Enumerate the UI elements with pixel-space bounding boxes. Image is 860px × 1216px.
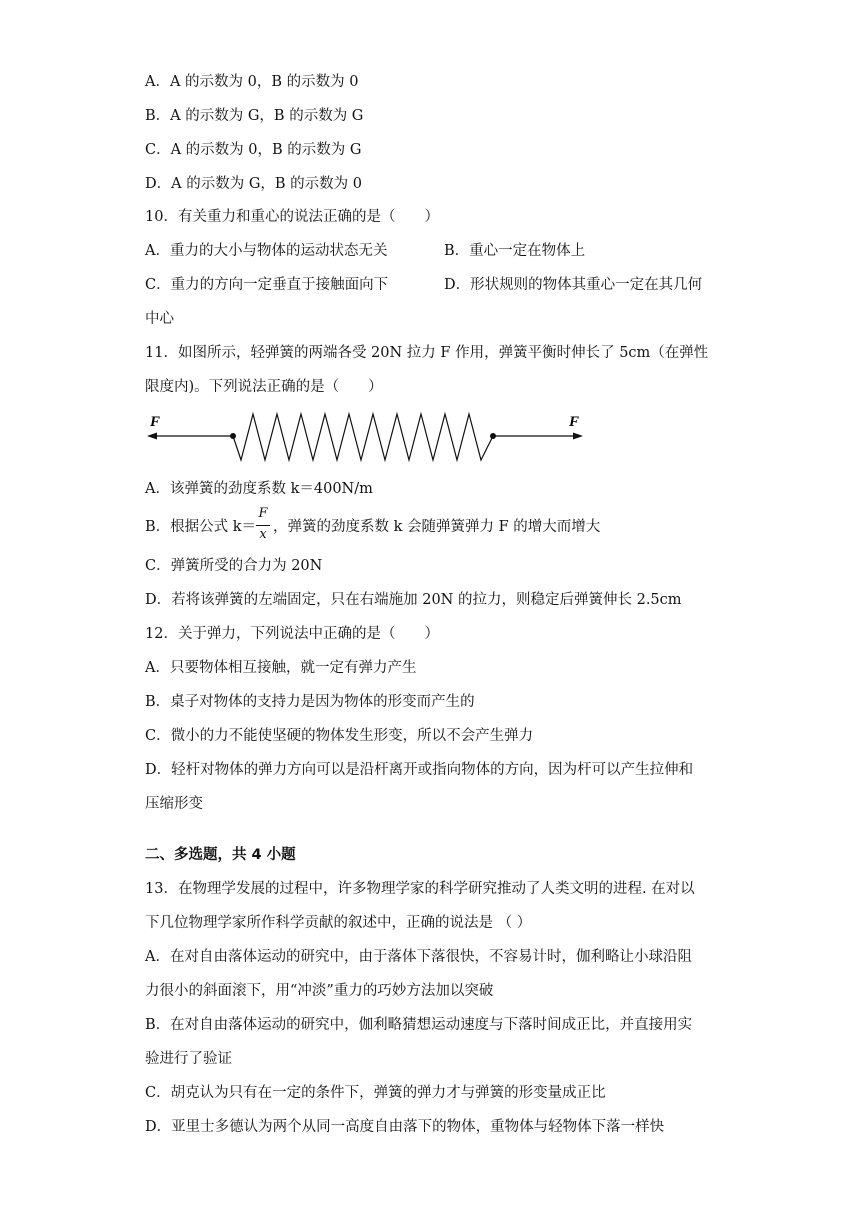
q13-stem-line2: 下几位物理学家所作科学贡献的叙述中，正确的说法是 （ ） [145,915,532,931]
right-force-arrowhead [573,433,583,440]
q10-stem: 10．有关重力和重心的说法正确的是（ ） [145,209,439,225]
spring-diagram [145,408,590,463]
q11-option-b-pre: B．根据公式 k＝ [145,519,257,535]
q11-option-a: A．该弹簧的劲度系数 k＝400N/m [145,481,373,497]
q11-option-d: D．若将该弹簧的左端固定，只在右端施加 20N 的拉力，则稳定后弹簧伸长 2.5cm [145,592,682,608]
q10-option-b: B．重心一定在物体上 [444,243,586,259]
q13-option-b-line1: B．在对自由落体运动的研究中，伽利略猜想运动速度与下落时间成正比，并直接用实 [145,1017,693,1033]
q13-option-b-line2: 验进行了验证 [145,1051,232,1067]
q10-option-c: C．重力的方向一定垂直于接触面向下 [145,277,389,293]
q13-option-a-line1: A．在对自由落体运动的研究中，由于落体下落很快，不容易计时，伽利略让小球沿阻 [145,949,692,965]
q12-option-d-line1: D．轻杆对物体的弹力方向可以是沿杆离开或指向物体的方向，因为杆可以产生拉伸和 [145,762,694,778]
q11-stem-line1: 11．如图所示，轻弹簧的两端各受 20N 拉力 F 作用，弹簧平衡时伸长了 5cm（在弹性 [145,345,709,361]
q9-option-c: C．A 的示数为 0，B 的示数为 G [145,142,362,158]
q13-stem-line1: 13．在物理学发展的过程中，许多物理学家的科学研究推动了人类文明的进程. 在对以 [145,881,695,897]
q12-option-c: C．微小的力不能使坚硬的物体发生形变，所以不会产生弹力 [145,728,534,744]
q10-option-d: D．形状规则的物体其重心一定在其几何 [444,277,703,293]
fraction-denominator: x [259,527,267,542]
q11-option-c: C．弹簧所受的合力为 20N [145,558,323,574]
q13-option-a-line2: 力很小的斜面滚下，用“冲淡”重力的巧妙方法加以突破 [145,983,494,999]
fraction-numerator: F [258,506,268,521]
fraction-bar [256,525,270,526]
q9-option-a: A．A 的示数为 0，B 的示数为 0 [145,74,359,90]
q12-option-d-line2: 压缩形变 [145,796,203,812]
q12-option-b: B．桌子对物体的支持力是因为物体的形变而产生的 [145,694,475,710]
q9-option-b: B．A 的示数为 G，B 的示数为 G [145,108,364,124]
left-force-arrowhead [147,433,157,440]
q13-option-c: C．胡克认为只有在一定的条件下，弹簧的弹力才与弹簧的形变量成正比 [145,1085,606,1101]
q11-stem-line2: 限度内)。下列说法正确的是（ ） [145,379,383,395]
left-force-label: F [150,414,161,430]
q10-option-d-cont: 中心 [145,311,174,327]
q12-option-a: A．只要物体相互接触，就一定有弹力产生 [145,660,417,676]
q12-stem: 12．关于弹力，下列说法中正确的是（ ） [145,626,439,642]
spring-coil [233,414,493,460]
q9-option-d: D．A 的示数为 G，B 的示数为 0 [145,176,362,192]
q13-option-d: D．亚里士多德认为两个从同一高度自由落下的物体，重物体与轻物体下落一样快 [145,1119,665,1135]
right-force-label: F [569,414,580,430]
q11-option-b-post: ，弹簧的劲度系数 k 会随弹簧弹力 F 的增大而增大 [273,519,601,535]
q10-option-a: A．重力的大小与物体的运动状态无关 [145,243,388,259]
section-heading: 二、多选题，共 4 小题 [145,847,296,863]
